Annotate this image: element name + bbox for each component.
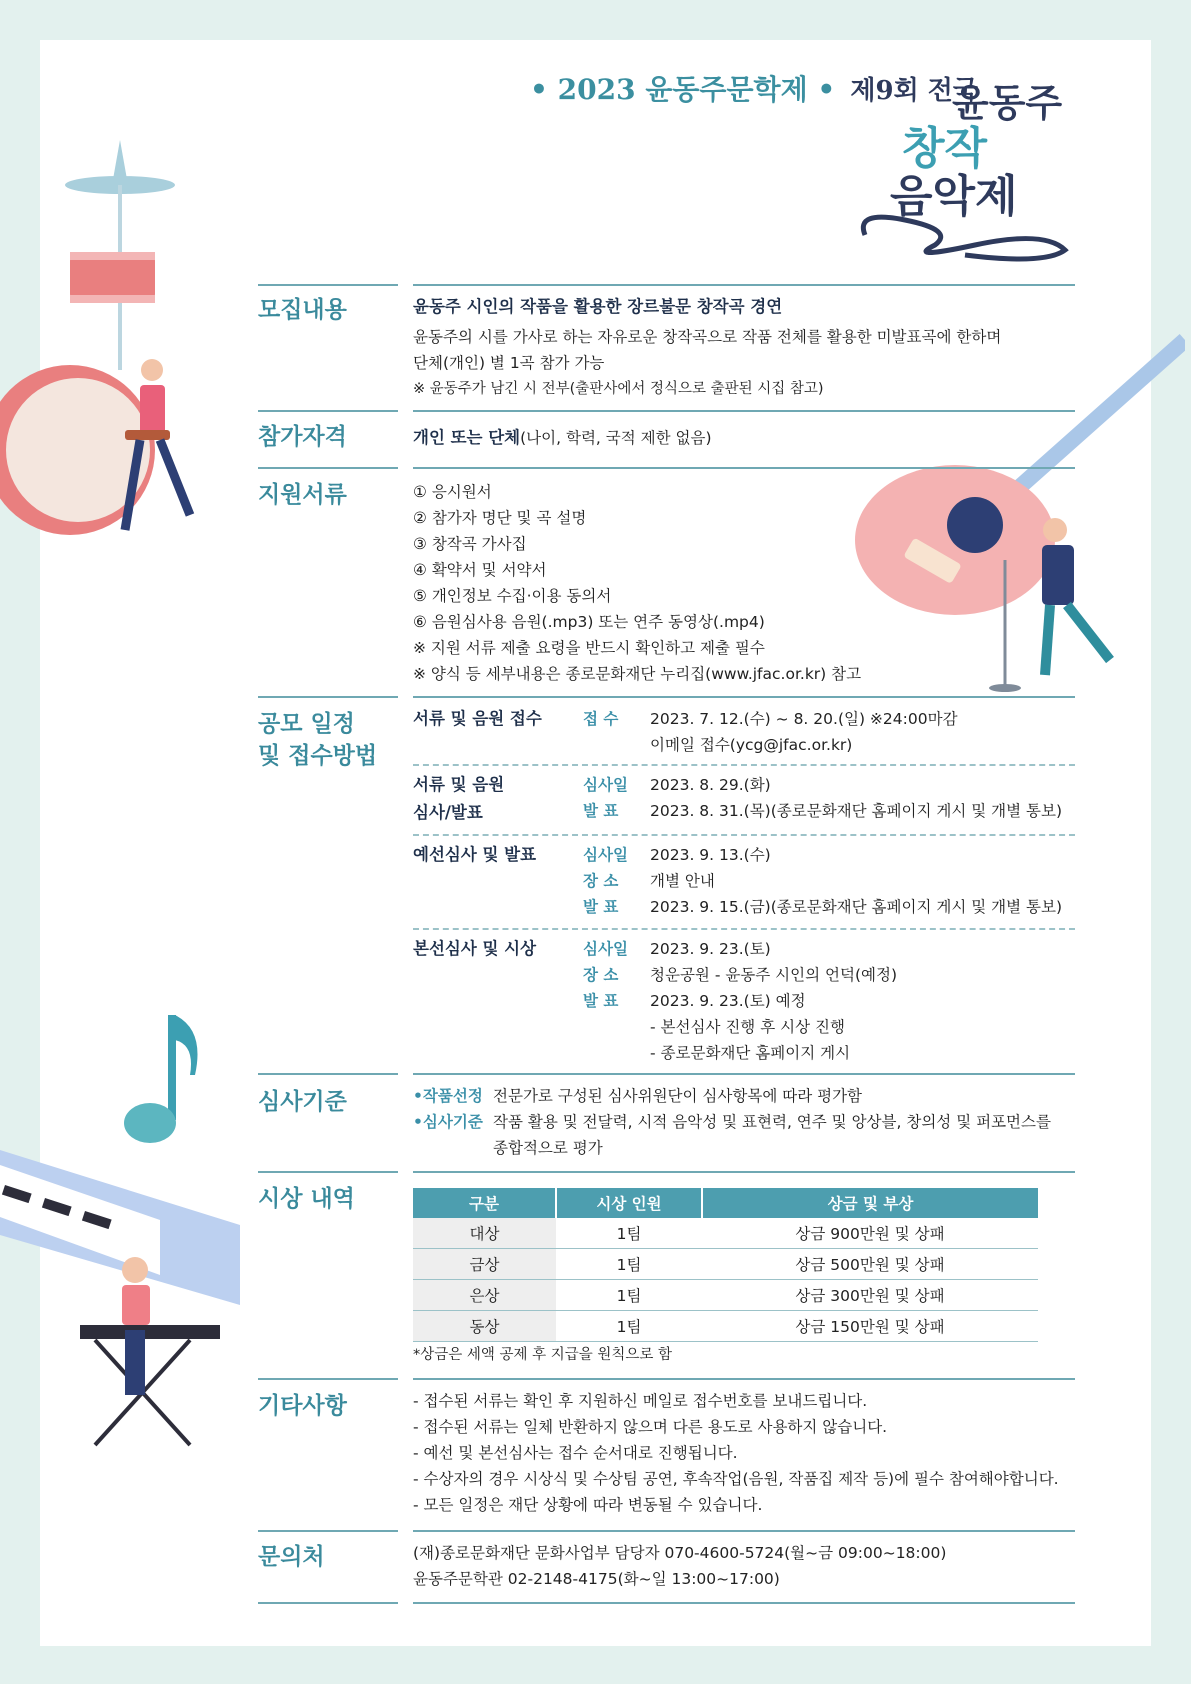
recruit-headline: 윤동주 시인의 작품을 활용한 장르불문 창작곡 경연 — [413, 297, 783, 316]
criteria-tag: •작품선정 — [413, 1087, 483, 1105]
label-rule — [258, 696, 398, 698]
award-count: 1팀 — [556, 1280, 702, 1311]
document-item: ⑥ 음원심사용 음원(.mp3) 또는 연주 동영상(.mp4) — [413, 613, 765, 631]
eligibility-bold: 개인 또는 단체 — [413, 428, 521, 447]
recruit-line2: 단체(개인) 별 1곡 참가 가능 — [413, 354, 605, 372]
award-grade: 금상 — [413, 1249, 556, 1280]
award-prize: 상금 500만원 및 상패 — [702, 1249, 1038, 1280]
contact-line: (재)종로문화재단 문화사업부 담당자 070-4600-5724(월~금 09:00~18:00) — [413, 1544, 947, 1562]
schedule-tag: 장 소 — [583, 872, 619, 890]
section-label-eligibility: 참가자격 — [258, 423, 347, 450]
document-item: ② 참가자 명단 및 곡 설명 — [413, 509, 587, 527]
schedule-tag: 심사일 — [583, 940, 628, 958]
awards-table — [413, 1188, 1038, 1342]
award-prize: 상금 900만원 및 상패 — [702, 1218, 1038, 1249]
schedule-value: 2023. 8. 29.(화) — [650, 776, 771, 794]
criteria-value: 전문가로 구성된 심사위원단이 심사항목에 따라 평가함 — [493, 1087, 863, 1105]
label-rule — [258, 1602, 398, 1604]
etc-item: - 접수된 서류는 확인 후 지원하신 메일로 접수번호를 보내드립니다. — [413, 1392, 868, 1410]
awards-header-cell: 상금 및 부상 — [702, 1188, 1038, 1218]
schedule-tag: 심사일 — [583, 846, 628, 864]
schedule-title-submission: 서류 및 음원 접수 — [413, 709, 542, 728]
contact-line: 윤동주문학관 02-2148-4175(화~일 13:00~17:00) — [413, 1570, 780, 1588]
drum-guitarist-illustration — [0, 130, 230, 570]
awards-header-row — [413, 1188, 1038, 1218]
section-label-schedule-2: 및 접수방법 — [258, 742, 378, 769]
schedule-title-review-2: 심사/발표 — [413, 803, 483, 822]
dashed-divider — [413, 764, 1075, 766]
recruit-note: ※ 윤동주가 남긴 시 전부(출판사에서 정식으로 출판된 시집 참고) — [413, 381, 824, 397]
award-count: 1팀 — [556, 1249, 702, 1280]
criteria-tag: •심사기준 — [413, 1113, 483, 1131]
section-rule — [413, 1073, 1075, 1075]
section-label-awards: 시상 내역 — [258, 1185, 355, 1212]
award-prize: 상금 300만원 및 상패 — [702, 1280, 1038, 1311]
recruit-line1: 윤동주의 시를 가사로 하는 자유로운 창작곡으로 작품 전체를 활용한 미발표곡에 한하며 — [413, 328, 1002, 346]
dashed-divider — [413, 928, 1075, 930]
title-eumakje: 음악제 — [890, 171, 1018, 222]
schedule-title-prelim: 예선심사 및 발표 — [413, 845, 537, 864]
label-rule — [258, 410, 398, 412]
section-rule — [413, 696, 1075, 698]
schedule-tag: 발 표 — [583, 802, 619, 820]
label-rule — [258, 1530, 398, 1532]
awards-note: *상금은 세액 공제 후 지급을 원칙으로 함 — [413, 1347, 673, 1363]
section-label-schedule-1: 공모 일정 — [258, 710, 355, 737]
criteria-value-cont: 종합적으로 평가 — [493, 1139, 603, 1157]
section-label-recruit: 모집내용 — [258, 296, 347, 323]
section-label-contact: 문의처 — [258, 1543, 325, 1570]
event-name: • 2023 윤동주문학제 • — [530, 73, 836, 106]
document-item: ③ 창작곡 가사집 — [413, 535, 527, 553]
piano-player-illustration — [0, 1005, 240, 1465]
award-grade: 대상 — [413, 1218, 556, 1249]
schedule-value: 이메일 접수(ycg@jfac.or.kr) — [650, 736, 853, 754]
schedule-value: 개별 안내 — [650, 872, 715, 890]
schedule-value: 2023. 7. 12.(수) ~ 8. 20.(일) ※24:00마감 — [650, 710, 958, 728]
table-row — [413, 1249, 1038, 1280]
award-prize: 상금 150만원 및 상패 — [702, 1311, 1038, 1342]
section-rule — [413, 1530, 1075, 1532]
etc-item: - 수상자의 경우 시상식 및 수상팀 공연, 후속작업(음원, 작품집 제작 등)에 필수 참여해야합니다. — [413, 1470, 1059, 1488]
label-rule — [258, 1073, 398, 1075]
label-rule — [258, 284, 398, 286]
schedule-value: 청운공원 - 윤동주 시인의 언덕(예정) — [650, 966, 898, 984]
section-rule — [413, 1378, 1075, 1380]
schedule-value: 2023. 9. 23.(토) 예정 — [650, 992, 806, 1010]
section-label-etc: 기타사항 — [258, 1392, 347, 1419]
table-row — [413, 1311, 1038, 1342]
label-rule — [258, 467, 398, 469]
schedule-title-review: 서류 및 음원 — [413, 775, 505, 794]
award-count: 1팀 — [556, 1311, 702, 1342]
schedule-title-final: 본선심사 및 시상 — [413, 939, 537, 958]
edition-label: 제9회 전국 — [850, 76, 978, 106]
award-count: 1팀 — [556, 1218, 702, 1249]
section-rule — [413, 1602, 1075, 1604]
section-label-documents: 지원서류 — [258, 481, 347, 508]
awards-header-cell: 시상 인원 — [556, 1188, 702, 1218]
document-item: ⑤ 개인정보 수집·이용 동의서 — [413, 587, 612, 605]
schedule-tag: 발 표 — [583, 898, 619, 916]
document-item: ① 응시원서 — [413, 483, 492, 501]
award-grade: 은상 — [413, 1280, 556, 1311]
awards-header-cell: 구분 — [413, 1188, 556, 1218]
label-rule — [258, 1171, 398, 1173]
title-swash-decoration — [845, 205, 1075, 265]
label-rule — [258, 1378, 398, 1380]
document-note: ※ 양식 등 세부내용은 종로문화재단 누리집(www.jfac.or.kr) 참고 — [413, 665, 862, 683]
guitar-singer-illustration — [855, 330, 1185, 710]
section-rule — [413, 467, 1075, 469]
eligibility-text — [413, 425, 712, 451]
dashed-divider — [413, 834, 1075, 836]
section-label-criteria: 심사기준 — [258, 1088, 347, 1115]
section-rule — [413, 1171, 1075, 1173]
table-row — [413, 1280, 1038, 1311]
schedule-subnote: - 본선심사 진행 후 시상 진행 — [650, 1018, 845, 1036]
title-yundongju: 윤동주 — [952, 80, 1063, 125]
schedule-tag: 심사일 — [583, 776, 628, 794]
section-rule — [413, 284, 1075, 286]
award-grade: 동상 — [413, 1311, 556, 1342]
schedule-value: 2023. 9. 13.(수) — [650, 846, 771, 864]
schedule-value: 2023. 8. 31.(목)(종로문화재단 홈페이지 게시 및 개별 통보) — [650, 802, 1063, 820]
schedule-value: 2023. 9. 23.(토) — [650, 940, 771, 958]
schedule-value: 2023. 9. 15.(금)(종로문화재단 홈페이지 게시 및 개별 통보) — [650, 898, 1063, 916]
document-item: ④ 확약서 및 서약서 — [413, 561, 547, 579]
document-note: ※ 지원 서류 제출 요령을 반드시 확인하고 제출 필수 — [413, 639, 765, 657]
section-rule — [413, 410, 1075, 412]
title-changjak: 창작 — [902, 123, 988, 174]
schedule-tag: 접 수 — [583, 710, 619, 728]
schedule-tag: 장 소 — [583, 966, 619, 984]
table-row — [413, 1218, 1038, 1249]
schedule-subnote: - 종로문화재단 홈페이지 게시 — [650, 1044, 851, 1062]
eligibility-rest: (나이, 학력, 국적 제한 없음) — [520, 429, 712, 447]
etc-item: - 모든 일정은 재단 상황에 따라 변동될 수 있습니다. — [413, 1496, 763, 1514]
etc-item: - 예선 및 본선심사는 접수 순서대로 진행됩니다. — [413, 1444, 738, 1462]
criteria-value: 작품 활용 및 전달력, 시적 음악성 및 표현력, 연주 및 앙상블, 창의성 및 퍼포먼스를 — [493, 1113, 1051, 1131]
etc-item: - 접수된 서류는 일체 반환하지 않으며 다른 용도로 사용하지 않습니다. — [413, 1418, 888, 1436]
schedule-tag: 발 표 — [583, 992, 619, 1010]
